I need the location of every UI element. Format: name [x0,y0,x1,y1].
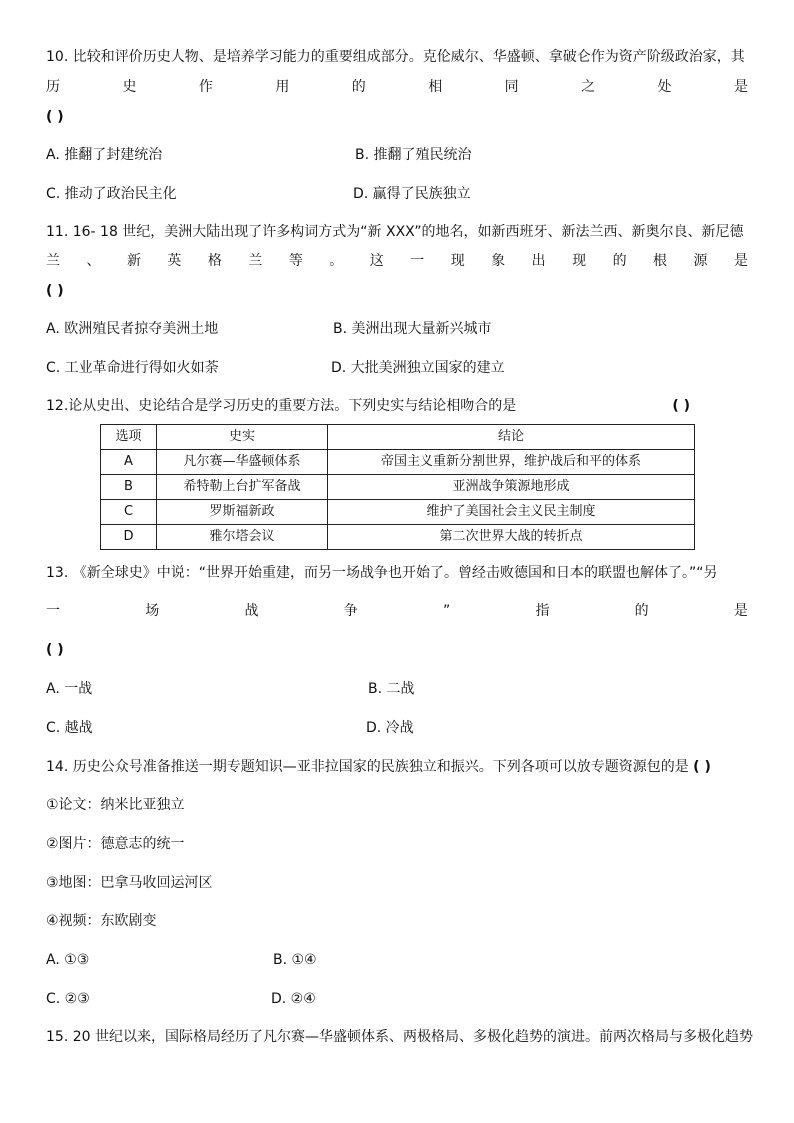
table-cell: 亚洲战争策源地形成 [328,475,695,500]
table-cell: D [101,525,157,550]
q11-char: 、 [86,253,101,269]
q14-item-4: ④视频：东欧剧变 [46,913,157,929]
table-cell: B [101,475,157,500]
q11-char: 兰 [248,253,263,269]
q14-option-c: C. ②③ [46,991,90,1007]
table-cell: A [101,450,157,475]
q13-stem-line1: 13. 《新全球史》中说：“世界开始重建，而另一场战争也开始了。曾经击败德国和日本的联盟也解体了。”“另 [46,565,718,581]
q11-char: 出 [531,253,546,269]
q10-answer-paren: ( ) [46,109,64,125]
q14-item-1: ①论文：纳米比亚独立 [46,797,185,813]
q11-char: 现 [572,253,587,269]
q10-char: 处 [657,79,672,95]
q13-char: ” [442,603,451,619]
q10-char: 作 [198,79,213,95]
table-header-cell: 结论 [328,425,695,450]
table-cell: 维护了美国社会主义民主制度 [328,500,695,525]
q13-char: 争 [343,603,358,619]
q13-option-c: C. 越战 [46,720,93,736]
q14-stem [46,757,748,777]
q13-char: 的 [634,603,649,619]
q10-char: 是 [733,79,748,95]
q10-char: 用 [275,79,290,95]
q11-char: 现 [450,253,465,269]
q11-char: 一 [410,253,425,269]
q12-stem [46,396,748,416]
q13-char: 场 [145,603,160,619]
table-header-row [101,425,695,450]
q10-option-c: C. 推动了政治民主化 [46,186,177,202]
q13-stem-line2 [46,601,748,621]
q11-char: 。 [329,253,344,269]
table-cell: 帝国主义重新分割世界，维护战后和平的体系 [328,450,695,475]
q10-char: 的 [351,79,366,95]
q11-char: 的 [612,253,627,269]
q12-table [100,424,695,550]
table-cell: 第二次世界大战的转折点 [328,525,695,550]
q11-char: 根 [653,253,668,269]
q10-char: 同 [504,79,519,95]
q12-answer-paren: ( ) [672,398,690,414]
q10-char: 史 [122,79,137,95]
q10-stem-line1: 10. 比较和评价历史人物、是培养学习能力的重要组成部分。克伦威尔、华盛顿、拿破仑作为资产阶级政治家，其 [46,49,745,65]
table-header-cell: 选项 [101,425,157,450]
q10-char: 历 [46,79,60,95]
q11-answer-paren: ( ) [46,283,64,299]
q11-char: 源 [693,253,708,269]
q13-answer-paren: ( ) [46,642,64,658]
q14-item-2: ②图片：德意志的统一 [46,836,185,852]
table-cell: 希特勒上台扩军备战 [157,475,328,500]
q11-option-c: C. 工业革命进行得如火如荼 [46,360,219,376]
q11-char: 这 [369,253,384,269]
q11-option-a: A. 欧洲殖民者掠夺美洲土地 [46,321,219,337]
q14-option-d: D. ②④ [271,991,316,1007]
q11-stem-line2 [46,251,748,271]
q13-char: 指 [535,603,550,619]
q10-option-d: D. 赢得了民族独立 [353,186,471,202]
q11-char: 格 [207,253,222,269]
table-row [101,500,695,525]
q11-char: 兰 [46,253,60,269]
q11-char: 等 [288,253,303,269]
table-cell: C [101,500,157,525]
q13-char: 是 [733,603,748,619]
q13-option-d: D. 冷战 [366,720,414,736]
q13-char: 一 [46,603,60,619]
table-row [101,450,695,475]
table-cell: 雅尔塔会议 [157,525,328,550]
q11-char: 英 [167,253,182,269]
q10-stem-line2 [46,77,748,97]
q12-stem-text: 12.论从史出、史论结合是学习历史的重要方法。下列史实与结论相吻合的是 [46,398,517,414]
table-cell: 凡尔赛—华盛顿体系 [157,450,328,475]
q14-stem-text: 14. 历史公众号准备推送一期专题知识—亚非拉国家的民族独立和振兴。下列各项可以放专题资源包的是 [46,759,689,775]
q11-stem-line1: 11. 16- 18 世纪，美洲大陆出现了许多构词方式为“新 XXX”的地名，如新西班牙、新法兰西、新奥尔良、新尼德 [46,224,744,240]
q10-option-b: B. 推翻了殖民统治 [355,147,472,163]
q13-char: 战 [244,603,259,619]
table-header-cell: 史实 [157,425,328,450]
q11-char: 新 [126,253,141,269]
table-row [101,525,695,550]
q11-char: 是 [733,253,748,269]
table-cell: 罗斯福新政 [157,500,328,525]
q11-option-b: B. 美洲出现大量新兴城市 [333,321,492,337]
q11-char: 象 [491,253,506,269]
q14-answer-paren: ( ) [693,759,711,775]
table-row [101,475,695,500]
q14-option-a: A. ①③ [46,952,90,968]
q13-option-b: B. 二战 [368,681,415,697]
q15-stem-line1: 15. 20 世纪以来，国际格局经历了凡尔赛—华盛顿体系、两极格局、多极化趋势的演进。前两次格局与多极化趋势 [46,1029,753,1045]
q11-option-d: D. 大批美洲独立国家的建立 [331,360,505,376]
q13-option-a: A. 一战 [46,681,93,697]
q14-item-3: ③地图：巴拿马收回运河区 [46,875,213,891]
q10-option-a: A. 推翻了封建统治 [46,147,163,163]
q10-char: 之 [581,79,596,95]
q14-option-b: B. ①④ [273,952,317,968]
q10-char: 相 [428,79,443,95]
